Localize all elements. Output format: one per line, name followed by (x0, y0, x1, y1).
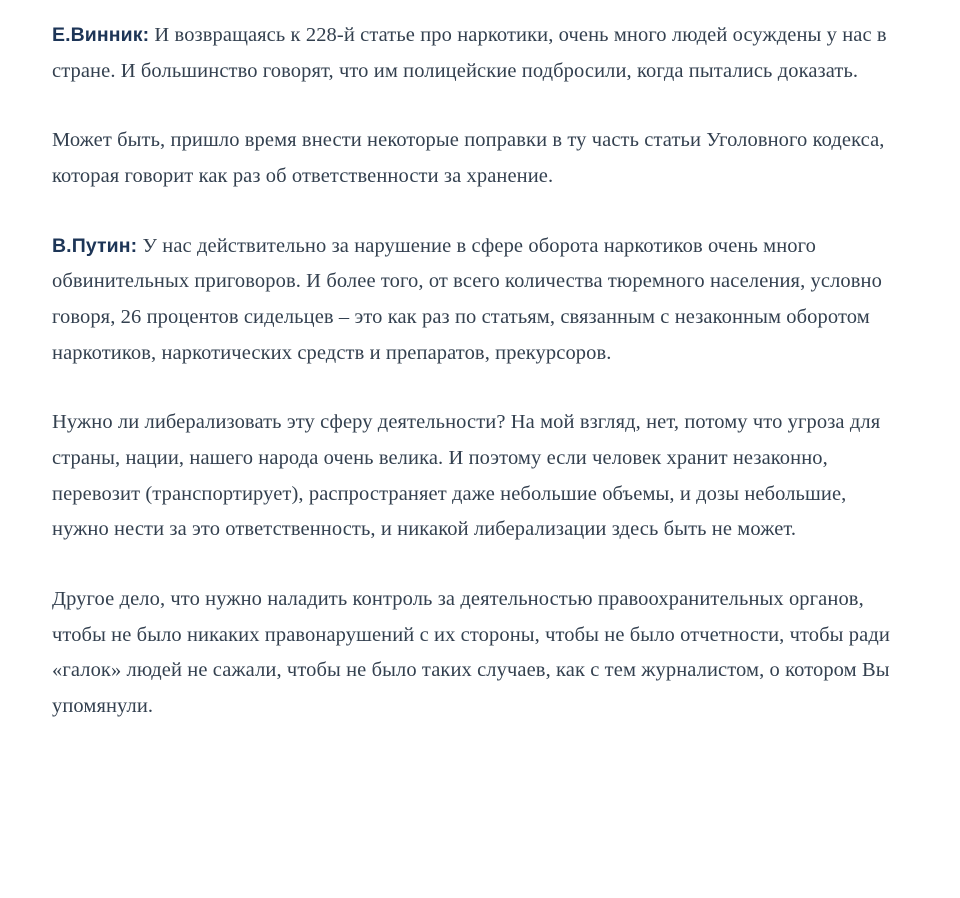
paragraph-text: Другое дело, что нужно наладить контроль за деятельностью правоохранительных органов, чтобы не было никаких правонарушений с их стороны, чтобы не было отчетности, чтобы ради «галок» людей не сажали, чтобы не было таких случаев, как с тем журналистом, о котором Вы упомянули. (52, 587, 890, 717)
transcript-paragraph (52, 582, 908, 725)
speaker-label: В.Путин: (52, 234, 138, 257)
speaker-label: Е.Винник: (52, 24, 150, 46)
transcript-paragraph (52, 123, 908, 194)
paragraph-text: И возвращаясь к 228-й статье про наркотики, очень много людей осуждены у нас в стране. И большинство говорят, что им полицейские подбросили, когда пытались доказать. (52, 24, 887, 82)
paragraph-text: Нужно ли либерализовать эту сферу деятельности? На мой взгляд, нет, потому что угроза для страны, нации, нашего народа очень велика. И поэтому если человек хранит незаконно, перевозит (транспортирует), распространяет даже небольшие объемы, и дозы небольшие, нужно нести за это ответственность, и никакой либерализации здесь быть не может. (52, 411, 881, 541)
transcript-paragraph (52, 405, 908, 548)
transcript-paragraph (52, 18, 908, 89)
paragraph-text: Может быть, пришло время внести некоторые поправки в ту часть статьи Уголовного кодекса, которая говорит как раз об ответственности за хранение. (52, 129, 885, 187)
transcript-paragraph (52, 229, 908, 372)
paragraph-text: У нас действительно за нарушение в сфере оборота наркотиков очень много обвинительных приговоров. И более того, от всего количества тюремного населения, условно говоря, 26 процентов сидельцев – это как раз по статьям, связанным с незаконным оборотом наркотиков, наркотических средств и препаратов, прекурсоров. (52, 234, 882, 364)
